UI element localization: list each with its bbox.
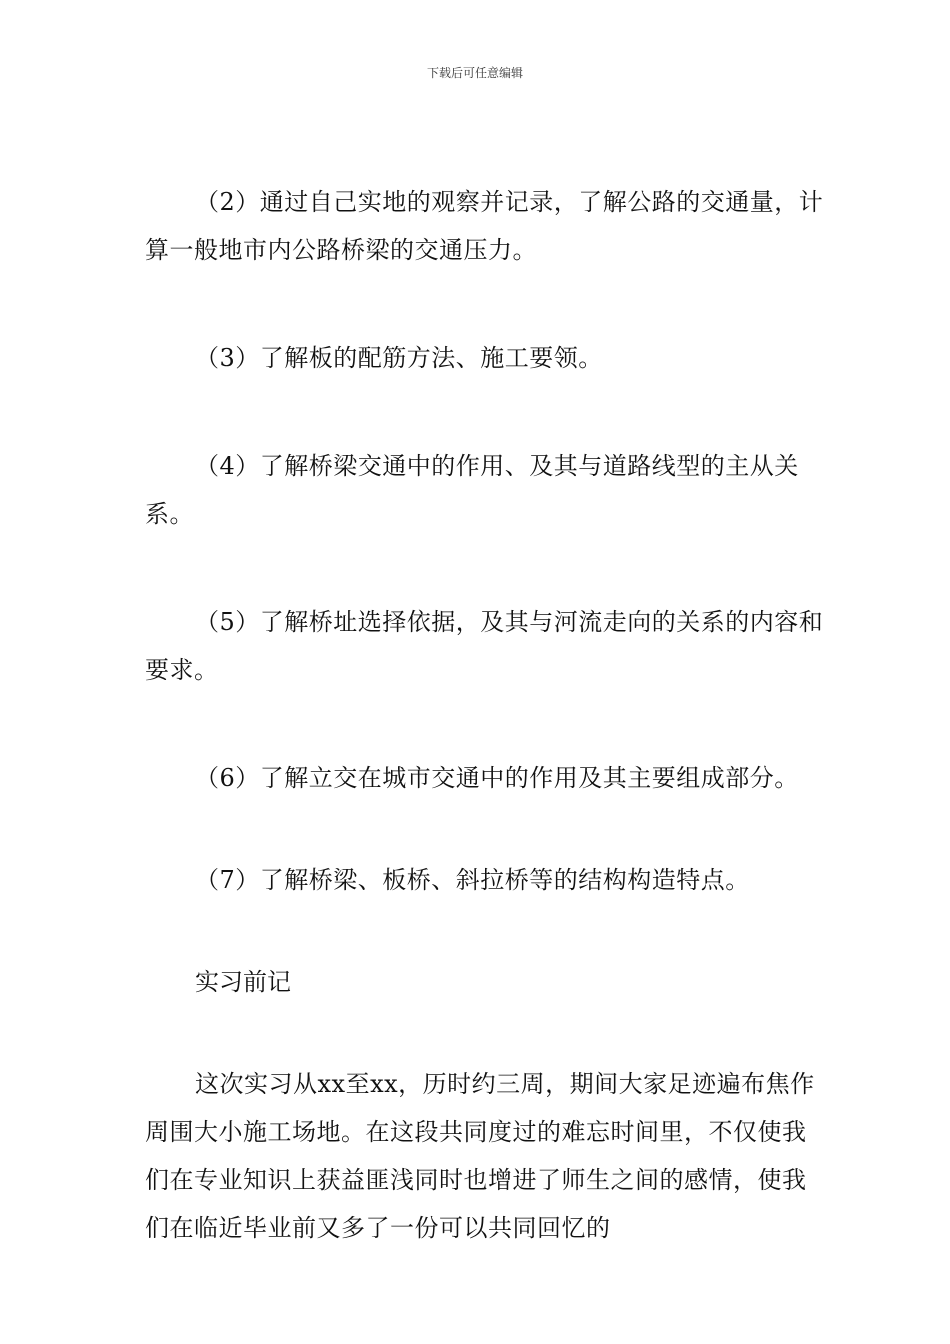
document-body: [145, 178, 825, 1252]
paragraph-item-7: （7）了解桥梁、板桥、斜拉桥等的结构构造特点。: [195, 866, 750, 894]
paragraph-item-6: （6）了解立交在城市交通中的作用及其主要组成部分。: [195, 764, 799, 792]
paragraph-item-5: （5）了解桥址选择依据，及其与河流走向的关系的内容和要求。: [145, 608, 824, 684]
intro-paragraph: 这次实习从xx至xx，历时约三周，期间大家足迹遍布焦作周围大小施工场地。在这段共同度过的难忘时间里，不仅使我们在专业知识上获益匪浅同时也增进了师生之间的感情，使我们在临近毕业前又多了一份可以共同回忆的: [145, 1070, 815, 1242]
paragraph-item-4: （4）了解桥梁交通中的作用、及其与道路线型的主从关系。: [145, 452, 799, 528]
page-header: 下载后可任意编辑: [426, 66, 523, 80]
section-title: 实习前记: [195, 968, 291, 996]
paragraph-item-3: （3）了解板的配筋方法、施工要领。: [195, 344, 603, 372]
paragraph-item-2: （2）通过自己实地的观察并记录，了解公路的交通量，计算一般地市内公路桥梁的交通压力。: [145, 188, 824, 264]
